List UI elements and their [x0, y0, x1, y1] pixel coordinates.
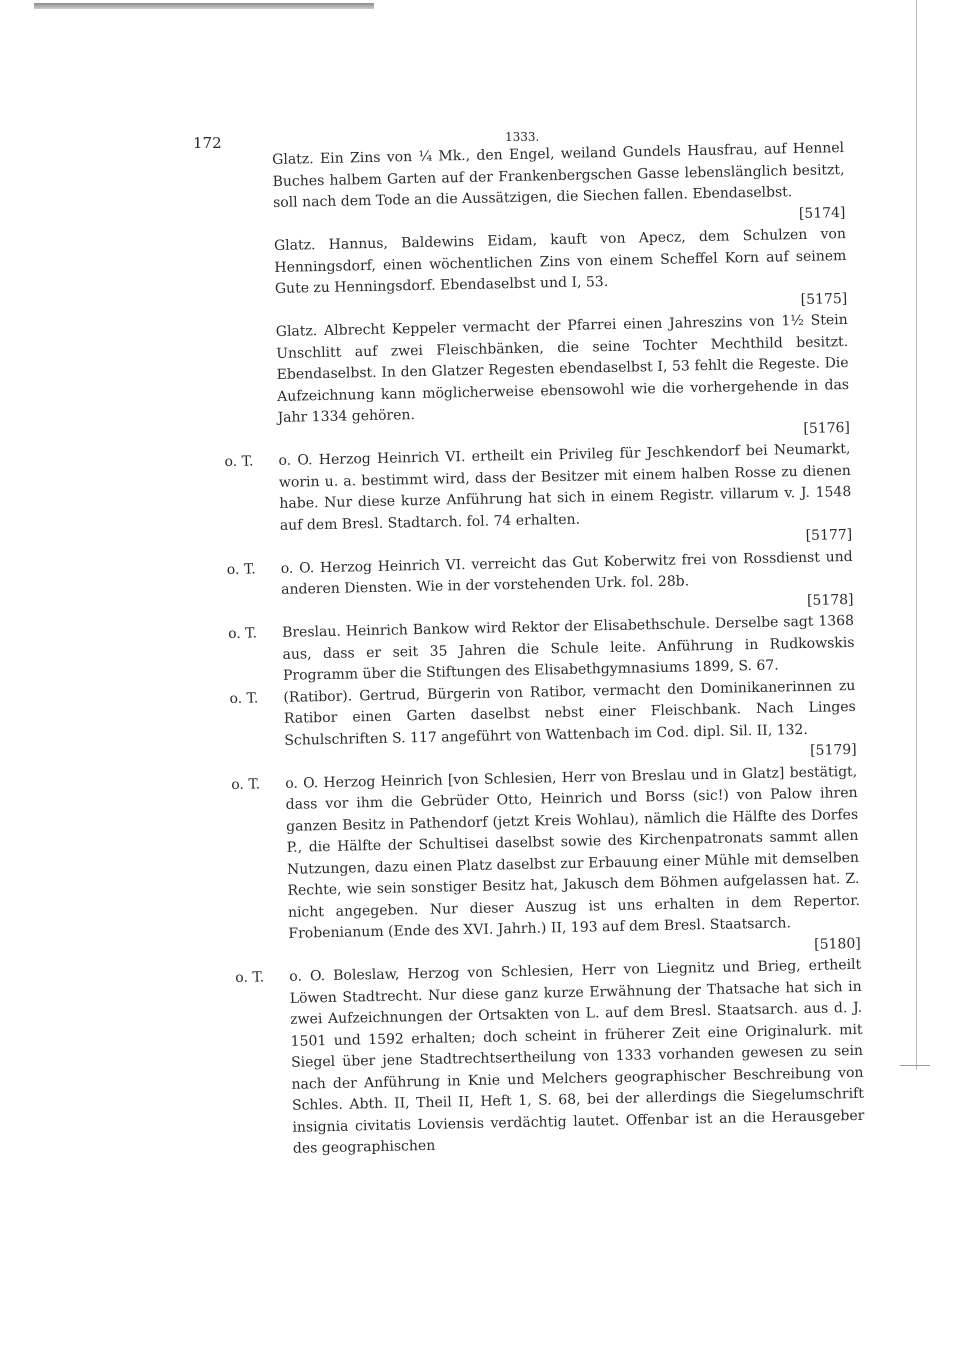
- scan-edge-strip: [34, 3, 374, 9]
- page-number: 172: [193, 134, 222, 152]
- regest-text: Glatz. Albrecht Keppeler vermacht der Pfarrei einen Jahreszins von 1½ Stein Unschlitt auf zwei Fleischbänken, die seine Tochter Mechthild besitzt. Ebendaselbst. In den Glatzer Regesten ebendaselbst I, 53 fehlt die Regeste. Die Aufzeichnung kann möglicherweise ebensowohl wie die vorhergehende in das Jahr 1334 gehören.: [275, 311, 850, 426]
- regest-number: [5175]: [800, 290, 848, 308]
- scan-margin-tick: [900, 1065, 930, 1066]
- margin-note: o. T.: [229, 689, 259, 707]
- regest-text: o. O. Herzog Heinrich VI. ertheilt ein Privileg für Jeschkendorf bei Neumarkt, worin u. a. bestimmt wird, dass der Besitzer mit einem halben Rosse zu dienen habe. Nur diese kurze Anführung hat sich in einem Registr. villarum v. J. 1548 auf dem Bresl. Stadtarch. fol. 74 erhalten.: [278, 440, 852, 534]
- regest-entry: [226, 546, 854, 622]
- regest-number: [5178]: [806, 591, 854, 609]
- document-body: [224, 138, 865, 1160]
- regest-entry: [231, 761, 861, 966]
- regest-entry: [227, 611, 855, 687]
- regest-entry: [235, 955, 865, 1160]
- regest-entry: [276, 310, 851, 451]
- running-head-year: 1333.: [505, 130, 540, 144]
- regest-text: o. O. Boleslaw, Herzog von Schlesien, Herr von Liegnitz und Brieg, ertheilt Löwen Stadtrecht. Nur diese ganz kurze Erwähnung der Thatsache hat sich in zwei Aufzeichnungen der Ortsakten von L. auf dem Bresl. Staatsarch. aus d. J. 1501 und 1592 erhalten; doch scheint in früherer Zeit eine Originalurk. mit Siegel über jene Stadtrechtsertheilung von 1333 vorhanden gewesen zu sein nach der Anführung in Knie und Melchers geographischer Beschreibung von Schles. Abth. II, Theil II, Heft 1, S. 68, bei der allerdings die Siegelumschrift insignia civitatis Loviensis verdächtig lautet. Offenbar ist an die Herausgeber des geographischen: [289, 956, 865, 1157]
- regest-number: [5179]: [809, 741, 857, 759]
- regest-text: Glatz. Hannus, Baldewins Eidam, kauft von Apecz, dem Schulzen von Henningsdorf, einen wöchentlichen Zins von einem Scheffel Korn auf seinem Gute zu Henningsdorf. Ebendaselbst und I, 53.: [273, 226, 847, 297]
- regest-text: Breslau. Heinrich Bankow wird Rektor der Elisabethschule. Derselbe sagt 1368 aus, dass er seit 35 Jahren die Schule leite. Anführung in Rudkowskis Programm über die Stiftungen des Elisabethgymnasiums 1899, S. 67.: [281, 612, 855, 684]
- regest-entry: [224, 439, 853, 558]
- margin-note: o. T.: [235, 969, 265, 986]
- regest-number: [5180]: [814, 935, 861, 953]
- margin-note: o. T.: [231, 775, 261, 793]
- regest-entry: [229, 675, 857, 773]
- scan-margin-line: [916, 0, 917, 1070]
- regest-text: (Ratibor). Gertrud, Bürgerin von Ratibor, vermacht den Dominikanerinnen zu Ratibor einen Garten daselbst nebst einer Fleischbank. Nach Linges Schulschriften S. 117 angeführt von Wattenbach im Cod. dipl. Sil. II, 132.: [283, 677, 856, 749]
- margin-note: o. T.: [226, 560, 256, 578]
- regest-text: o. O. Herzog Heinrich VI. verreicht das Gut Koberwitz frei von Rossdienst und anderen Diensten. Wie in der vorstehenden Urk. fol. 28b.: [280, 548, 853, 598]
- regest-number: [5176]: [803, 419, 851, 437]
- margin-note: o. T.: [224, 453, 254, 471]
- regest-entry: [272, 138, 846, 236]
- regest-text: o. O. Herzog Heinrich [von Schlesien, Herr von Breslau und in Glatz] bestätigt, dass vor ihm die Gebrüder Otto, Heinrich und Borss (sic!) von Palow ihren ganzen Besitz in Pathendorf (jetzt Kreis Wohlau), nämlich die Hälfte des Dorfes P., die Hälfte der Schultisei daselbst sowie des Kirchenpatronats sammt allen Nutzungen, dazu einen Platz daselbst zur Erbauung einer Mühle mit demselben Rechte, wie sein sonstiger Besitz hat, Jakusch dem Böhmen aufgelassen hat. Z. nicht angegeben. Nur dieser Auszug ist uns erhalten in dem Repertor. Frobenianum (Ende des XVI. Jahrh.) II, 193 auf dem Bresl. Staatsarch.: [285, 763, 861, 942]
- regest-text: Glatz. Ein Zins von ¼ Mk., den Engel, weiland Gundels Hausfrau, auf Hennel Buches halbem Garten auf der Frankenbergschen Gasse lebenslänglich besitzt, soll nach dem Tode an die Aussätzigen, die Siechen fallen. Ebendaselbst.: [272, 140, 845, 211]
- margin-note: o. T.: [227, 625, 258, 643]
- regest-number: [5174]: [798, 204, 846, 222]
- regest-entry: [274, 224, 848, 322]
- regest-number: [5177]: [805, 526, 853, 544]
